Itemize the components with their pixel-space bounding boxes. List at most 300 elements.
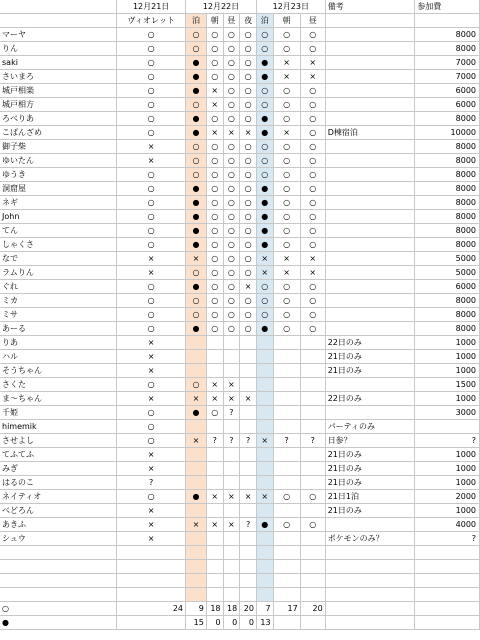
meal-mark[interactable] [186, 448, 207, 462]
name-header-cell[interactable] [0, 14, 117, 28]
fee-cell[interactable]: 8000 [415, 154, 480, 168]
meal-mark[interactable] [256, 462, 273, 476]
note-cell[interactable] [325, 210, 415, 224]
meal-mark[interactable]: × [186, 518, 207, 532]
meal-mark[interactable] [223, 350, 240, 364]
blank-cell[interactable] [0, 574, 117, 588]
meal-mark[interactable]: ○ [300, 112, 325, 126]
meal-mark[interactable] [223, 336, 240, 350]
meal-mark[interactable] [300, 420, 325, 434]
meal-mark[interactable]: ○ [223, 84, 240, 98]
meal-mark[interactable]: ● [256, 210, 273, 224]
meal-mark[interactable]: ○ [186, 294, 207, 308]
note-cell[interactable]: 22日のみ [325, 336, 415, 350]
attendee-name[interactable]: あーる [0, 322, 117, 336]
note-cell[interactable]: 21日のみ [325, 350, 415, 364]
meal-mark[interactable] [273, 532, 300, 546]
meal-mark[interactable]: ○ [223, 28, 240, 42]
meal-mark[interactable]: ● [186, 56, 207, 70]
venue-mark[interactable]: × [117, 392, 186, 406]
meal-mark[interactable]: ○ [256, 308, 273, 322]
meal-mark[interactable]: ● [256, 518, 273, 532]
meal-mark[interactable]: × [240, 126, 257, 140]
blank-cell[interactable] [325, 546, 415, 560]
fee-cell[interactable]: 4000 [415, 518, 480, 532]
meal-mark[interactable]: ○ [206, 238, 223, 252]
meal-mark[interactable]: ○ [240, 322, 257, 336]
meal-mark[interactable] [240, 532, 257, 546]
meal-mark[interactable]: ○ [240, 196, 257, 210]
blank-cell[interactable] [325, 560, 415, 574]
venue-mark[interactable]: ○ [117, 238, 186, 252]
meal-mark[interactable]: ○ [186, 42, 207, 56]
summary-blank[interactable] [325, 616, 415, 630]
meal-mark[interactable] [206, 448, 223, 462]
fee-cell[interactable]: 1000 [415, 364, 480, 378]
meal-mark[interactable]: × [240, 392, 257, 406]
meal-mark[interactable] [206, 420, 223, 434]
fee-cell[interactable]: 7000 [415, 56, 480, 70]
note-cell[interactable] [325, 294, 415, 308]
fee-blank[interactable] [415, 14, 480, 28]
meal-mark[interactable] [240, 504, 257, 518]
meal-mark[interactable]: ○ [300, 140, 325, 154]
blank-cell[interactable] [206, 588, 223, 602]
note-cell[interactable]: 21日のみ [325, 462, 415, 476]
attendee-name[interactable]: ぐれ [0, 280, 117, 294]
meal-mark[interactable]: ○ [240, 28, 257, 42]
note-cell[interactable] [325, 378, 415, 392]
meal-mark[interactable]: ● [186, 280, 207, 294]
note-cell[interactable] [325, 140, 415, 154]
fee-cell[interactable]: 1000 [415, 392, 480, 406]
meal-mark[interactable] [256, 448, 273, 462]
meal-mark[interactable]: ○ [223, 140, 240, 154]
meal-mark[interactable]: × [256, 252, 273, 266]
meal-mark[interactable]: ○ [206, 406, 223, 420]
meal-mark[interactable]: ○ [273, 196, 300, 210]
fee-cell[interactable]: 1000 [415, 504, 480, 518]
note-cell[interactable]: 22日のみ [325, 392, 415, 406]
meal-mark[interactable]: ○ [206, 154, 223, 168]
fee-cell[interactable]: 8000 [415, 224, 480, 238]
note-cell[interactable]: 日参？ [325, 434, 415, 448]
note-cell[interactable]: D棟宿泊 [325, 126, 415, 140]
note-cell[interactable]: 21日1泊 [325, 490, 415, 504]
venue-mark[interactable]: ○ [117, 196, 186, 210]
summary-venue[interactable] [117, 616, 186, 630]
meal-mark[interactable]: ○ [223, 224, 240, 238]
meal-mark[interactable]: ● [256, 322, 273, 336]
meal-mark[interactable]: ● [256, 196, 273, 210]
blank-cell[interactable] [273, 560, 300, 574]
venue-mark[interactable]: × [117, 448, 186, 462]
fee-cell[interactable]: 8000 [415, 182, 480, 196]
meal-mark[interactable]: ○ [273, 518, 300, 532]
venue-mark[interactable]: ○ [117, 98, 186, 112]
note-cell[interactable] [325, 70, 415, 84]
meal-mark[interactable]: ○ [186, 378, 207, 392]
meal-mark[interactable] [300, 476, 325, 490]
blank-cell[interactable] [0, 560, 117, 574]
venue-mark[interactable]: ○ [117, 322, 186, 336]
meal-mark[interactable] [223, 448, 240, 462]
venue-mark[interactable]: ○ [117, 378, 186, 392]
meal-mark[interactable]: ○ [256, 280, 273, 294]
blank-cell[interactable] [256, 546, 273, 560]
meal-mark[interactable]: ○ [300, 294, 325, 308]
attendee-name[interactable]: マーヤ [0, 28, 117, 42]
venue-mark[interactable]: ○ [117, 406, 186, 420]
meal-mark[interactable] [273, 378, 300, 392]
meal-mark[interactable]: ? [223, 434, 240, 448]
meal-col-header[interactable]: 朝 [206, 14, 223, 28]
summary-label[interactable]: ○ [0, 602, 117, 616]
meal-mark[interactable]: ○ [223, 168, 240, 182]
meal-mark[interactable]: × [256, 490, 273, 504]
fee-cell[interactable]: 2000 [415, 490, 480, 504]
meal-mark[interactable] [256, 476, 273, 490]
meal-mark[interactable] [256, 350, 273, 364]
meal-mark[interactable]: ○ [240, 56, 257, 70]
blank-cell[interactable] [273, 574, 300, 588]
meal-mark[interactable]: ● [186, 322, 207, 336]
meal-mark[interactable]: ○ [206, 28, 223, 42]
venue-header[interactable]: ヴィオレット [117, 14, 186, 28]
meal-mark[interactable]: ○ [273, 98, 300, 112]
meal-mark[interactable] [223, 364, 240, 378]
venue-mark[interactable]: ○ [117, 84, 186, 98]
meal-mark[interactable]: ● [186, 112, 207, 126]
venue-mark[interactable]: ○ [117, 420, 186, 434]
summary-blank[interactable] [325, 602, 415, 616]
meal-mark[interactable]: ○ [206, 322, 223, 336]
meal-mark[interactable] [240, 448, 257, 462]
summary-count[interactable]: 13 [256, 616, 273, 630]
blank-cell[interactable] [273, 546, 300, 560]
meal-mark[interactable] [186, 336, 207, 350]
blank-cell[interactable] [256, 560, 273, 574]
meal-mark[interactable]: ○ [300, 28, 325, 42]
meal-mark[interactable]: ○ [240, 238, 257, 252]
attendee-name[interactable]: saki [0, 56, 117, 70]
meal-mark[interactable]: ○ [223, 112, 240, 126]
blank-cell[interactable] [256, 588, 273, 602]
meal-mark[interactable]: × [186, 434, 207, 448]
meal-mark[interactable]: ○ [273, 224, 300, 238]
meal-mark[interactable] [273, 350, 300, 364]
venue-mark[interactable]: ○ [117, 308, 186, 322]
blank-cell[interactable] [206, 546, 223, 560]
venue-mark[interactable]: ○ [117, 56, 186, 70]
fee-cell[interactable]: 1500 [415, 378, 480, 392]
note-cell[interactable]: 21日のみ [325, 476, 415, 490]
meal-mark[interactable]: ○ [300, 154, 325, 168]
meal-mark[interactable] [256, 392, 273, 406]
attendee-name[interactable]: こばんざめ [0, 126, 117, 140]
meal-mark[interactable]: ○ [273, 210, 300, 224]
meal-mark[interactable]: ○ [206, 112, 223, 126]
fee-cell[interactable]: ? [415, 434, 480, 448]
fee-cell[interactable]: 8000 [415, 238, 480, 252]
fee-cell[interactable]: 8000 [415, 196, 480, 210]
summary-count[interactable]: 18 [223, 602, 240, 616]
attendee-name[interactable]: ラムりん [0, 266, 117, 280]
attendee-name[interactable]: しゃくさ [0, 238, 117, 252]
meal-mark[interactable]: ○ [273, 140, 300, 154]
meal-mark[interactable]: ○ [223, 238, 240, 252]
meal-mark[interactable]: ○ [300, 98, 325, 112]
attendee-name[interactable]: シュウ [0, 532, 117, 546]
meal-mark[interactable]: ? [223, 406, 240, 420]
meal-mark[interactable]: ● [256, 70, 273, 84]
meal-mark[interactable]: × [273, 56, 300, 70]
meal-mark[interactable] [256, 532, 273, 546]
summary-count[interactable]: 20 [240, 602, 257, 616]
meal-mark[interactable]: ● [256, 56, 273, 70]
meal-mark[interactable]: ○ [223, 98, 240, 112]
fee-cell[interactable]: 8000 [415, 28, 480, 42]
venue-mark[interactable]: ○ [117, 294, 186, 308]
note-cell[interactable] [325, 266, 415, 280]
blank-cell[interactable] [0, 588, 117, 602]
meal-mark[interactable]: ○ [273, 84, 300, 98]
summary-count[interactable]: 0 [223, 616, 240, 630]
attendee-name[interactable]: りん [0, 42, 117, 56]
meal-mark[interactable]: ● [186, 238, 207, 252]
venue-mark[interactable]: × [117, 154, 186, 168]
meal-mark[interactable]: ○ [223, 42, 240, 56]
meal-mark[interactable]: ○ [206, 182, 223, 196]
meal-mark[interactable] [273, 364, 300, 378]
blank-cell[interactable] [206, 574, 223, 588]
meal-mark[interactable]: ○ [273, 154, 300, 168]
meal-mark[interactable] [273, 420, 300, 434]
note-cell[interactable] [325, 154, 415, 168]
meal-mark[interactable]: ○ [300, 168, 325, 182]
attendee-name[interactable]: 千姫 [0, 406, 117, 420]
meal-mark[interactable]: × [256, 434, 273, 448]
meal-mark[interactable]: ○ [240, 294, 257, 308]
blank-cell[interactable] [186, 546, 207, 560]
meal-mark[interactable]: ○ [206, 308, 223, 322]
attendee-name[interactable]: ネギ [0, 196, 117, 210]
venue-mark[interactable]: × [117, 504, 186, 518]
meal-mark[interactable] [273, 462, 300, 476]
meal-mark[interactable] [223, 420, 240, 434]
meal-mark[interactable] [240, 420, 257, 434]
blank-cell[interactable] [415, 560, 480, 574]
fee-cell[interactable]: 10000 [415, 126, 480, 140]
meal-mark[interactable] [240, 350, 257, 364]
attendee-name[interactable]: りあ [0, 336, 117, 350]
date1-header[interactable]: 12月21日 [117, 0, 186, 14]
meal-mark[interactable] [186, 350, 207, 364]
meal-mark[interactable] [300, 336, 325, 350]
meal-mark[interactable]: ○ [206, 224, 223, 238]
venue-mark[interactable]: × [117, 140, 186, 154]
meal-mark[interactable]: ○ [206, 168, 223, 182]
meal-mark[interactable] [186, 504, 207, 518]
meal-mark[interactable] [300, 350, 325, 364]
note-cell[interactable] [325, 308, 415, 322]
summary-count[interactable]: 7 [256, 602, 273, 616]
blank-cell[interactable] [0, 546, 117, 560]
meal-mark[interactable]: ○ [240, 98, 257, 112]
meal-mark[interactable]: ● [186, 210, 207, 224]
meal-mark[interactable] [223, 476, 240, 490]
meal-mark[interactable]: ○ [300, 84, 325, 98]
note-cell[interactable]: 21日のみ [325, 364, 415, 378]
meal-mark[interactable] [256, 378, 273, 392]
meal-mark[interactable] [223, 462, 240, 476]
meal-mark[interactable]: ○ [240, 252, 257, 266]
fee-cell[interactable]: 6000 [415, 98, 480, 112]
meal-mark[interactable]: ○ [223, 252, 240, 266]
fee-cell[interactable] [415, 420, 480, 434]
venue-mark[interactable]: ○ [117, 182, 186, 196]
fee-cell[interactable]: 6000 [415, 84, 480, 98]
meal-mark[interactable]: ● [186, 490, 207, 504]
blank-cell[interactable] [240, 560, 257, 574]
fee-cell[interactable]: 1000 [415, 336, 480, 350]
attendee-name[interactable]: あきふ [0, 518, 117, 532]
meal-mark[interactable]: ○ [223, 210, 240, 224]
meal-mark[interactable]: ? [206, 434, 223, 448]
meal-mark[interactable]: ○ [186, 98, 207, 112]
meal-mark[interactable]: × [300, 266, 325, 280]
meal-mark[interactable] [240, 462, 257, 476]
blank-cell[interactable] [223, 560, 240, 574]
meal-mark[interactable]: ○ [206, 280, 223, 294]
attendee-name[interactable]: てん [0, 224, 117, 238]
meal-mark[interactable]: ● [186, 182, 207, 196]
note-cell[interactable] [325, 56, 415, 70]
meal-mark[interactable]: ○ [273, 28, 300, 42]
meal-mark[interactable] [206, 532, 223, 546]
summary-count[interactable]: 0 [240, 616, 257, 630]
meal-mark[interactable]: ○ [223, 280, 240, 294]
meal-mark[interactable]: ○ [206, 294, 223, 308]
meal-mark[interactable]: ○ [206, 56, 223, 70]
fee-cell[interactable]: 1000 [415, 462, 480, 476]
meal-mark[interactable]: ○ [300, 280, 325, 294]
venue-mark[interactable]: ○ [117, 210, 186, 224]
meal-mark[interactable]: ○ [186, 154, 207, 168]
attendee-name[interactable]: John [0, 210, 117, 224]
note-cell[interactable]: 21日のみ [325, 448, 415, 462]
summary-count[interactable]: 15 [186, 616, 207, 630]
note-cell[interactable] [325, 322, 415, 336]
note-cell[interactable] [325, 518, 415, 532]
attendee-name[interactable]: ろべりあ [0, 112, 117, 126]
meal-mark[interactable]: ○ [273, 238, 300, 252]
note-cell[interactable]: パーティのみ [325, 420, 415, 434]
meal-mark[interactable]: × [206, 392, 223, 406]
meal-mark[interactable] [300, 392, 325, 406]
meal-mark[interactable]: ○ [240, 140, 257, 154]
meal-mark[interactable]: ○ [273, 42, 300, 56]
meal-mark[interactable] [186, 462, 207, 476]
meal-mark[interactable]: ● [256, 238, 273, 252]
meal-mark[interactable]: ○ [206, 42, 223, 56]
meal-mark[interactable]: ? [273, 434, 300, 448]
meal-mark[interactable]: ○ [240, 154, 257, 168]
meal-mark[interactable]: ○ [240, 112, 257, 126]
meal-mark[interactable] [223, 532, 240, 546]
meal-mark[interactable]: ○ [300, 322, 325, 336]
fee-cell[interactable]: 8000 [415, 168, 480, 182]
meal-mark[interactable]: × [273, 252, 300, 266]
meal-mark[interactable] [206, 476, 223, 490]
meal-mark[interactable]: × [300, 252, 325, 266]
venue-mark[interactable]: ○ [117, 42, 186, 56]
attendee-name[interactable]: ネイティオ [0, 490, 117, 504]
attendee-name[interactable]: himemik [0, 420, 117, 434]
meal-mark[interactable]: ○ [186, 168, 207, 182]
venue-mark[interactable]: × [117, 350, 186, 364]
note-cell[interactable] [325, 112, 415, 126]
venue-mark[interactable]: ○ [117, 126, 186, 140]
meal-mark[interactable] [240, 378, 257, 392]
venue-mark[interactable]: ○ [117, 224, 186, 238]
attendee-name[interactable]: さいまろ [0, 70, 117, 84]
meal-mark[interactable]: ○ [206, 196, 223, 210]
note-cell[interactable] [325, 98, 415, 112]
fee-cell[interactable]: 5000 [415, 252, 480, 266]
meal-mark[interactable]: ○ [300, 42, 325, 56]
fee-cell[interactable]: 1000 [415, 350, 480, 364]
meal-mark[interactable] [186, 364, 207, 378]
meal-mark[interactable] [300, 462, 325, 476]
meal-mark[interactable] [186, 532, 207, 546]
attendee-name[interactable]: 洞窟屋 [0, 182, 117, 196]
meal-mark[interactable]: × [273, 70, 300, 84]
meal-mark[interactable]: × [206, 126, 223, 140]
fee-cell[interactable]: 8000 [415, 140, 480, 154]
summary-count[interactable]: 20 [300, 602, 325, 616]
note-cell[interactable] [325, 84, 415, 98]
attendee-name[interactable]: みぎ [0, 462, 117, 476]
meal-mark[interactable]: ○ [223, 322, 240, 336]
meal-mark[interactable]: ○ [256, 168, 273, 182]
meal-mark[interactable]: ● [186, 70, 207, 84]
meal-mark[interactable]: ? [240, 434, 257, 448]
meal-mark[interactable]: ○ [223, 266, 240, 280]
meal-mark[interactable]: ○ [240, 70, 257, 84]
meal-mark[interactable]: ○ [223, 294, 240, 308]
fee-cell[interactable]: 6000 [415, 280, 480, 294]
blank-cell[interactable] [325, 588, 415, 602]
summary-count[interactable] [300, 616, 325, 630]
meal-mark[interactable]: × [300, 70, 325, 84]
venue-mark[interactable]: × [117, 532, 186, 546]
venue-mark[interactable]: ? [117, 476, 186, 490]
meal-mark[interactable] [300, 378, 325, 392]
blank-cell[interactable] [300, 574, 325, 588]
note-cell[interactable] [325, 28, 415, 42]
meal-mark[interactable]: ○ [206, 210, 223, 224]
blank-cell[interactable] [415, 588, 480, 602]
blank-cell[interactable] [186, 560, 207, 574]
note-cell[interactable]: 21日のみ [325, 504, 415, 518]
meal-mark[interactable] [273, 406, 300, 420]
fee-cell[interactable]: 8000 [415, 322, 480, 336]
meal-mark[interactable]: ○ [223, 154, 240, 168]
meal-mark[interactable]: ○ [273, 294, 300, 308]
venue-mark[interactable]: ○ [117, 168, 186, 182]
corner-cell[interactable] [0, 0, 117, 14]
